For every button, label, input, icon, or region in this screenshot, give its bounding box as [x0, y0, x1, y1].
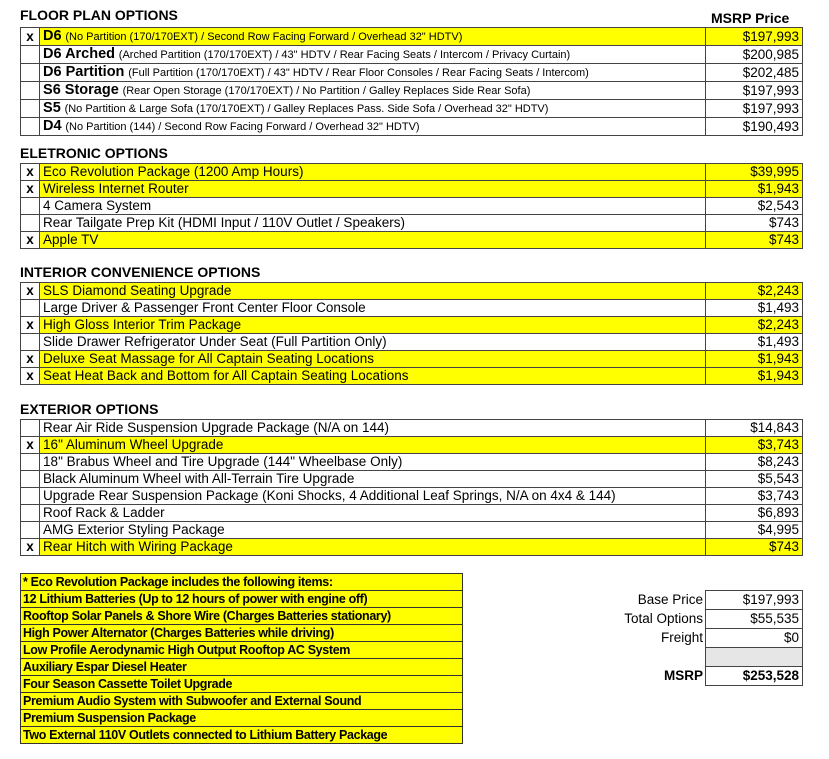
option-row[interactable]	[21, 505, 803, 522]
option-row[interactable]	[21, 471, 803, 488]
summary-label: Total Options	[624, 611, 703, 626]
option-price: $1,943	[705, 351, 802, 368]
eco-item	[21, 574, 463, 591]
option-description: AMG Exterior Styling Package	[40, 522, 706, 539]
option-description: Slide Drawer Refrigerator Under Seat (Full Partition Only)	[40, 334, 706, 351]
eco-item	[21, 608, 463, 625]
eco-item	[21, 642, 463, 659]
selection-checkbox[interactable]	[21, 522, 40, 539]
selection-checkbox[interactable]	[21, 471, 40, 488]
option-price: $4,995	[705, 522, 802, 539]
selection-checkbox[interactable]	[21, 334, 40, 351]
selection-checkbox[interactable]	[21, 300, 40, 317]
selection-checkbox[interactable]	[21, 488, 40, 505]
option-row[interactable]	[21, 82, 803, 100]
eco-item-text: Premium Suspension Package	[21, 710, 463, 727]
selection-checkbox[interactable]: x	[21, 164, 40, 181]
option-description: Rear Air Ride Suspension Upgrade Package (N/A on 144)	[40, 420, 706, 437]
options-table	[20, 419, 803, 556]
eco-item	[21, 727, 463, 744]
eco-package-box	[20, 573, 463, 744]
option-description	[40, 28, 706, 46]
summary-row	[590, 648, 803, 667]
option-description: 18" Brabus Wheel and Tire Upgrade (144" Wheelbase Only)	[40, 454, 706, 471]
summary-label	[590, 648, 706, 667]
option-price: $6,893	[705, 505, 802, 522]
selection-checkbox[interactable]: x	[21, 368, 40, 385]
eco-item	[21, 676, 463, 693]
option-row[interactable]	[21, 64, 803, 82]
option-price: $743	[705, 232, 802, 249]
selection-checkbox[interactable]	[21, 82, 40, 100]
option-price: $200,985	[705, 46, 802, 64]
option-row[interactable]	[21, 454, 803, 471]
option-description: Eco Revolution Package (1200 Amp Hours)	[40, 164, 706, 181]
option-price: $2,243	[705, 317, 802, 334]
selection-checkbox[interactable]: x	[21, 232, 40, 249]
option-row[interactable]	[21, 283, 803, 300]
option-price: $197,993	[705, 100, 802, 118]
option-description	[40, 64, 706, 82]
option-details: (Arched Partition (170/170EXT) / 43" HDTV / Rear Facing Seats / Intercom / Privacy Curtain)	[118, 49, 571, 61]
option-price: $2,543	[705, 198, 802, 215]
selection-checkbox[interactable]	[21, 118, 40, 136]
option-description: Seat Heat Back and Bottom for All Captain Seating Locations	[40, 368, 706, 385]
option-code: S5	[43, 100, 61, 116]
option-price: $39,995	[705, 164, 802, 181]
option-row[interactable]	[21, 46, 803, 64]
option-description: Upgrade Rear Suspension Package (Koni Shocks, 4 Additional Leaf Springs, N/A on 4x4 & 144)	[40, 488, 706, 505]
option-description: 16" Aluminum Wheel Upgrade	[40, 437, 706, 454]
option-description: Rear Hitch with Wiring Package	[40, 539, 706, 556]
option-description: Wireless Internet Router	[40, 181, 706, 198]
option-code: D6 Partition	[43, 64, 125, 80]
section-heading: EXTERIOR OPTIONS	[20, 401, 159, 417]
eco-item-text: High Power Alternator (Charges Batteries while driving)	[21, 625, 463, 642]
option-row[interactable]	[21, 351, 803, 368]
option-description: Roof Rack & Ladder	[40, 505, 706, 522]
selection-checkbox[interactable]: x	[21, 28, 40, 46]
summary-row	[590, 591, 803, 610]
option-row[interactable]	[21, 334, 803, 351]
summary-value: $253,528	[706, 667, 803, 686]
summary-label: MSRP	[663, 668, 703, 683]
eco-item-text: 12 Lithium Batteries (Up to 12 hours of power with engine off)	[21, 591, 463, 608]
selection-checkbox[interactable]	[21, 505, 40, 522]
eco-item	[21, 693, 463, 710]
summary-label: Base Price	[637, 592, 703, 607]
price-column-header: MSRP Price	[711, 10, 790, 26]
summary-value: $55,535	[706, 610, 803, 629]
option-details: (Rear Open Storage (170/170EXT) / No Partition / Galley Replaces Side Rear Sofa)	[122, 85, 531, 97]
eco-item-text: Two External 110V Outlets connected to Lithium Battery Package	[21, 727, 463, 744]
option-price: $197,993	[705, 82, 802, 100]
summary-row	[590, 667, 803, 686]
option-code: S6 Storage	[43, 82, 119, 98]
summary-row	[590, 629, 803, 648]
eco-item-text: Auxiliary Espar Diesel Heater	[21, 659, 463, 676]
eco-item	[21, 625, 463, 642]
summary-value	[706, 648, 803, 667]
option-description	[40, 46, 706, 64]
options-table	[20, 27, 803, 136]
option-description	[40, 82, 706, 100]
option-code: D6	[43, 28, 62, 44]
option-row[interactable]	[21, 118, 803, 136]
option-description: Black Aluminum Wheel with All-Terrain Tire Upgrade	[40, 471, 706, 488]
option-code: D4	[43, 118, 62, 134]
option-price: $1,943	[705, 181, 802, 198]
selection-checkbox[interactable]	[21, 46, 40, 64]
option-details: (No Partition & Large Sofa (170/170EXT) / Galley Replaces Pass. Side Sofa / Overhead 32" HDTV)	[64, 103, 549, 115]
option-description: SLS Diamond Seating Upgrade	[40, 283, 706, 300]
option-row[interactable]	[21, 368, 803, 385]
section-heading: INTERIOR CONVENIENCE OPTIONS	[20, 264, 261, 280]
option-description: Rear Tailgate Prep Kit (HDMI Input / 110V Outlet / Speakers)	[40, 215, 706, 232]
option-price: $743	[705, 539, 802, 556]
selection-checkbox[interactable]: x	[21, 181, 40, 198]
summary-label: Freight	[660, 630, 703, 645]
eco-item	[21, 659, 463, 676]
option-row[interactable]	[21, 437, 803, 454]
selection-checkbox[interactable]: x	[21, 317, 40, 334]
eco-item-text: Rooftop Solar Panels & Shore Wire (Charges Batteries stationary)	[21, 608, 463, 625]
option-description: 4 Camera System	[40, 198, 706, 215]
option-row[interactable]	[21, 300, 803, 317]
option-row[interactable]	[21, 198, 803, 215]
option-row[interactable]	[21, 100, 803, 118]
options-table	[20, 282, 803, 385]
selection-checkbox[interactable]	[21, 64, 40, 82]
selection-checkbox[interactable]	[21, 198, 40, 215]
selection-checkbox[interactable]	[21, 215, 40, 232]
eco-item-text: * Eco Revolution Package includes the following items:	[21, 574, 463, 591]
option-price: $1,943	[705, 368, 802, 385]
option-price: $1,493	[705, 300, 802, 317]
option-price: $3,743	[705, 488, 802, 505]
option-price: $5,543	[705, 471, 802, 488]
option-details: (Full Partition (170/170EXT) / 43" HDTV / Rear Floor Consoles / Rear Facing Seats / Intercom)	[128, 67, 589, 79]
summary-value: $0	[706, 629, 803, 648]
option-row[interactable]	[21, 539, 803, 556]
option-price: $3,743	[705, 437, 802, 454]
selection-checkbox[interactable]: x	[21, 283, 40, 300]
option-row[interactable]	[21, 181, 803, 198]
option-row[interactable]	[21, 28, 803, 46]
option-price: $202,485	[705, 64, 802, 82]
selection-checkbox[interactable]: x	[21, 437, 40, 454]
section-heading: ELETRONIC OPTIONS	[20, 145, 168, 161]
option-description	[40, 118, 706, 136]
eco-item	[21, 591, 463, 608]
summary-row	[590, 610, 803, 629]
selection-checkbox[interactable]	[21, 454, 40, 471]
option-price: $197,993	[705, 28, 802, 46]
option-price: $1,493	[705, 334, 802, 351]
eco-item-text: Low Profile Aerodynamic High Output Rooftop AC System	[21, 642, 463, 659]
option-description: Deluxe Seat Massage for All Captain Seating Locations	[40, 351, 706, 368]
option-row[interactable]	[21, 420, 803, 437]
option-row[interactable]	[21, 215, 803, 232]
option-description: Large Driver & Passenger Front Center Floor Console	[40, 300, 706, 317]
selection-checkbox[interactable]: x	[21, 351, 40, 368]
option-row[interactable]	[21, 522, 803, 539]
option-row[interactable]	[21, 232, 803, 249]
option-description: Apple TV	[40, 232, 706, 249]
option-price: $2,243	[705, 283, 802, 300]
eco-item-text: Premium Audio System with Subwoofer and External Sound	[21, 693, 463, 710]
selection-checkbox[interactable]: x	[21, 539, 40, 556]
selection-checkbox[interactable]	[21, 420, 40, 437]
option-price: $190,493	[705, 118, 802, 136]
price-summary	[590, 590, 803, 686]
options-table	[20, 163, 803, 249]
option-row[interactable]	[21, 317, 803, 334]
option-description	[40, 100, 706, 118]
option-details: (No Partition (170/170EXT) / Second Row Facing Forward / Overhead 32" HDTV)	[65, 31, 463, 43]
option-code: D6 Arched	[43, 46, 116, 62]
option-row[interactable]	[21, 164, 803, 181]
option-row[interactable]	[21, 488, 803, 505]
section-heading: FLOOR PLAN OPTIONS	[20, 7, 178, 23]
summary-value: $197,993	[706, 591, 803, 610]
option-price: $743	[705, 215, 802, 232]
option-price: $8,243	[705, 454, 802, 471]
option-price: $14,843	[705, 420, 802, 437]
selection-checkbox[interactable]	[21, 100, 40, 118]
option-details: (No Partition (144) / Second Row Facing Forward / Overhead 32" HDTV)	[65, 121, 420, 133]
eco-item-text: Four Season Cassette Toilet Upgrade	[21, 676, 463, 693]
option-description: High Gloss Interior Trim Package	[40, 317, 706, 334]
eco-item	[21, 710, 463, 727]
